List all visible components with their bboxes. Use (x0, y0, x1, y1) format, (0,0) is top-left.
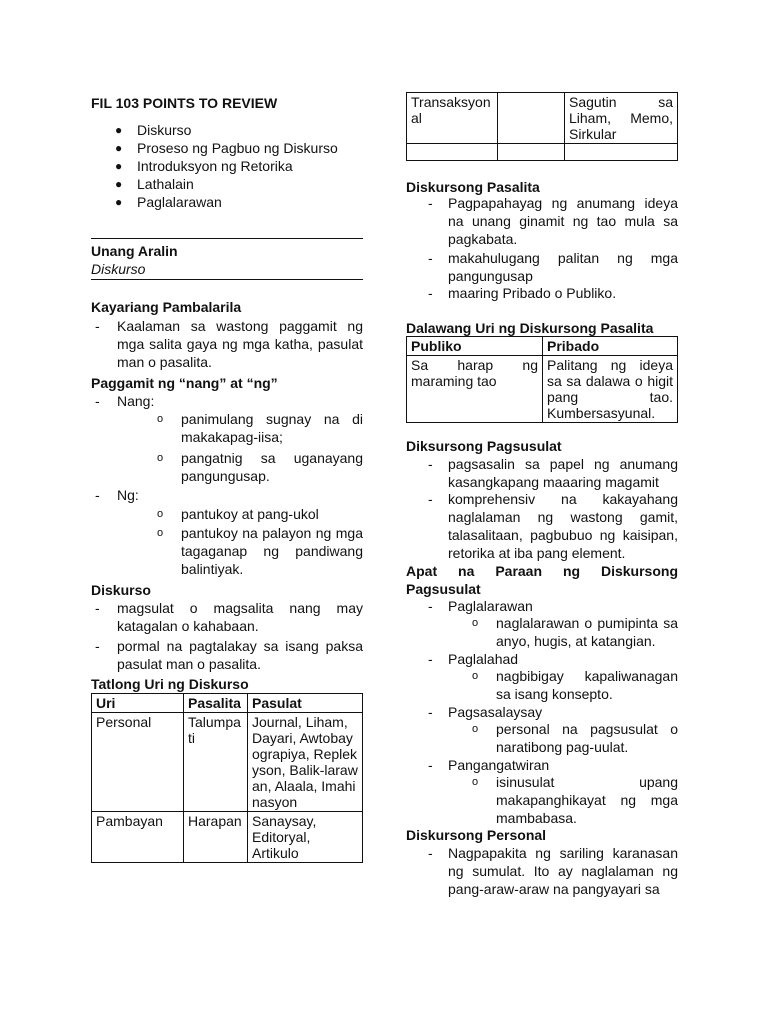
table-row (407, 144, 678, 161)
list-item: o personal na pagsusulat o naratibong pag-uulat. (472, 721, 678, 755)
topic-list (91, 121, 363, 211)
list-item: - Pagsasalaysay (428, 704, 543, 720)
list-item: o pantukoy at pang-ukol (157, 506, 319, 522)
dalawa-heading: Dalawang Uri ng Diskursong Pasalita (406, 320, 654, 336)
page-title: FIL 103 POINTS TO REVIEW (91, 95, 278, 111)
lesson-subtitle: Diskurso (91, 261, 146, 277)
list-item: - Paglalahad (428, 651, 519, 667)
list-item: o nagbibigay kapaliwanagan sa isang konsepto. (472, 668, 678, 702)
paggamit-heading: Paggamit ng “nang” at “ng” (91, 375, 278, 391)
tatlong-heading: Tatlong Uri ng Diskurso (91, 676, 249, 692)
list-item: - magsulat o magsalita nang may katagalan o kahabaan. (95, 600, 363, 634)
list-item: - komprehensiv na kakayahang naglalaman ng wastong gamit, talasalitaan, pagbubuo ng kaisipan, retorika at iba pang element. (428, 491, 678, 561)
list-item: ● Diskurso (115, 122, 192, 138)
list-item: - pormal na pagtalakay sa isang paksa pasulat man o pasalita. (95, 638, 363, 672)
list-item: o panimulang sugnay na di makakapag-iisa; (157, 411, 363, 445)
list-item: ● Lathalain (115, 176, 194, 192)
list-item: o pantukoy na palayon ng mga tagaganap ng pandiwang balintiyak. (157, 525, 363, 577)
list-item: - Paglalarawan (428, 598, 533, 614)
list-item: - pagsasalin sa papel ng anumang kasangkapang maaaring magamit (428, 456, 678, 490)
tatlong-uri-table-continued (406, 92, 678, 161)
divider (91, 279, 363, 280)
list-item: - maaring Pribado o Publiko. (428, 285, 617, 301)
list-item: ● Proseso ng Pagbuo ng Diskurso (115, 140, 338, 156)
list-item: - makahulugang palitan ng mga pangungusap (428, 250, 678, 284)
pasalita-heading: Diskursong Pasalita (406, 179, 540, 195)
personal-heading: Diskursong Personal (406, 827, 547, 843)
divider (91, 238, 363, 239)
list-item: - Nagpapakita ng sariling karanasan ng sumulat. Ito ay naglalaman ng pang-araw-araw na pangyayari sa (428, 845, 678, 897)
list-item: ● Introduksyon ng Retorika (115, 158, 293, 174)
list-item: - Pangangatwiran (428, 757, 550, 773)
diskurso-heading: Diskurso (91, 582, 151, 598)
dalawang-uri-table (406, 336, 678, 423)
list-item: o naglalarawan o pumipinta sa anyo, hugis, at katangian. (472, 615, 678, 649)
apat-heading: Apat na Paraan ng Diskursong Pagsusulat (406, 563, 678, 597)
table-row: Pambayan Harapan Sanaysay, Editoryal, Artikulo (92, 812, 363, 863)
list-item: - Nang: (95, 393, 155, 409)
table-header-row: Uri Pasalita Pasulat (92, 694, 363, 713)
list-item: - Kaalaman sa wastong paggamit ng mga salita gaya ng mga katha, pasulat man o pasalita. (95, 318, 363, 370)
table-header-row: Publiko Pribado (407, 337, 678, 356)
list-item: ● Paglalarawan (115, 194, 222, 210)
table-row: Personal Talumpati Journal, Liham, Dayari, Awtobayograpiya, Replekyson, Balik-larawan, Alaala, Imahinasyon (92, 713, 363, 812)
table-row: Transaksyonal Sagutin sa Liham, Memo, Sirkular (407, 93, 678, 144)
list-item: o isinusulat upang makapanghikayat ng mga mambabasa. (472, 774, 678, 826)
pagsusulat-heading: Diksursong Pagsusulat (406, 438, 562, 454)
table-row: Sa harap ng maraming tao Palitang ng ideya sa sa dalawa o higit pang tao. Kumbersasyunal. (407, 356, 678, 423)
list-item: - Ng: (95, 487, 139, 503)
kayarian-heading: Kayariang Pambalarila (91, 299, 242, 315)
lesson-title: Unang Aralin (91, 243, 178, 259)
list-item: o pangatnig sa uganayang pangungusap. (157, 450, 363, 484)
list-item: - Pagpapahayag ng anumang ideya na unang ginamit ng tao mula sa pagkabata. (428, 195, 678, 247)
tatlong-uri-table (91, 693, 363, 863)
